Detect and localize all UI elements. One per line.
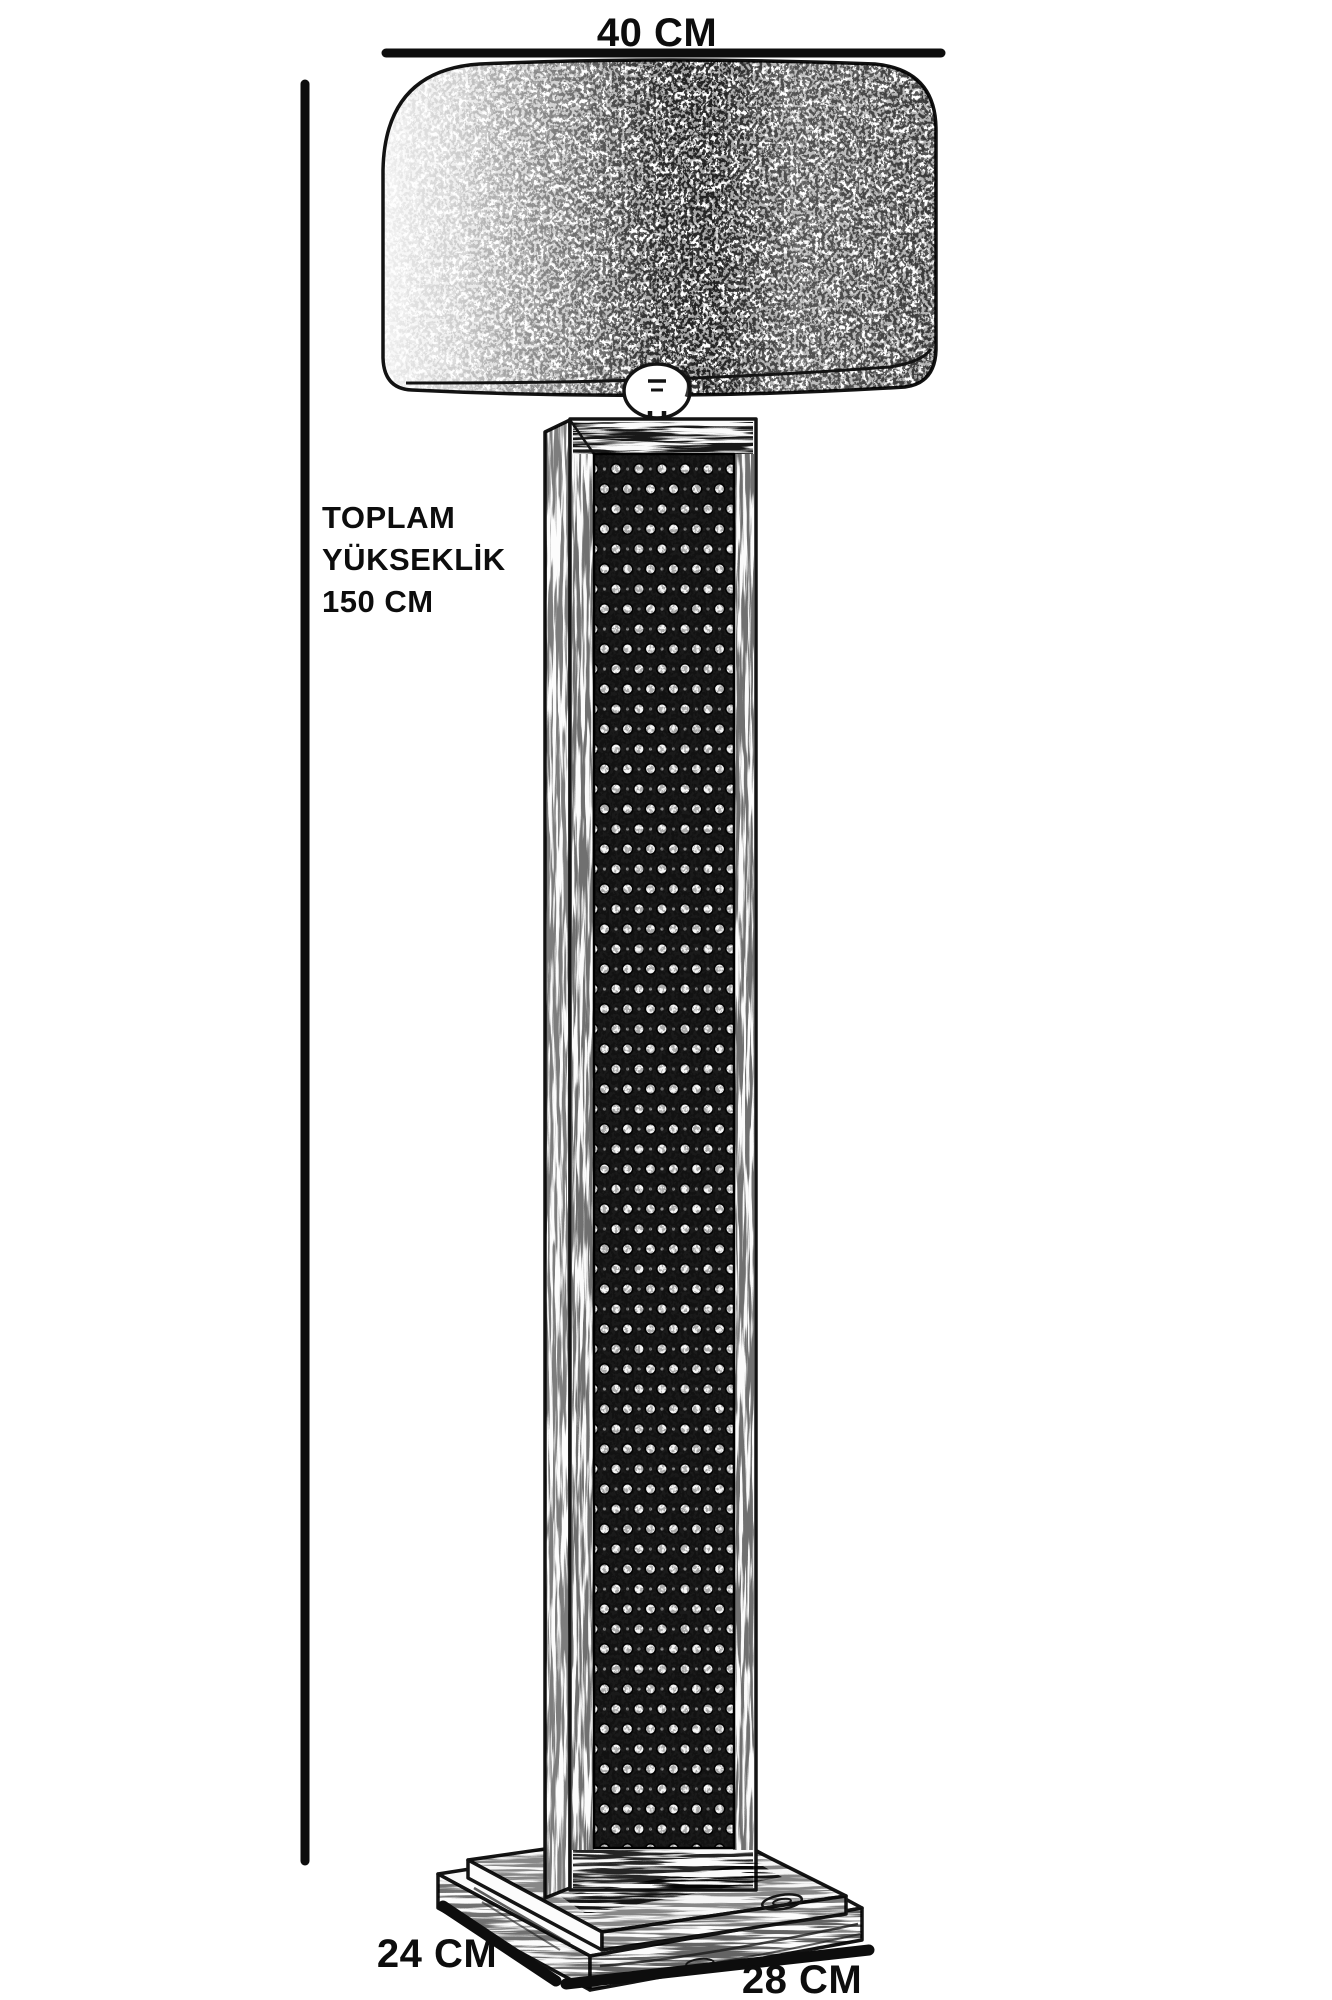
base-depth-label: 24 CM: [376, 1932, 498, 1976]
column-right-stile-streaks: [732, 454, 754, 1850]
base-width-label: 28 CM: [741, 1958, 863, 2000]
column-side-grain: [545, 420, 570, 1898]
column-top-rail-streaks: [573, 422, 753, 454]
column: [545, 419, 756, 1898]
total-height-label-line1: TOPLAM: [322, 500, 456, 535]
column-cane-texture: [594, 454, 734, 1848]
lampshade: [383, 60, 936, 395]
dimension-shade-width: [386, 11, 941, 55]
column-left-stile-streaks: [572, 454, 594, 1850]
lampshade-texture-coarse: [383, 60, 936, 395]
total-height-label-line3: 150 CM: [322, 584, 434, 619]
shade-width-label: 40 CM: [596, 11, 718, 55]
total-height-label-line2: YÜKSEKLİK: [322, 542, 506, 577]
